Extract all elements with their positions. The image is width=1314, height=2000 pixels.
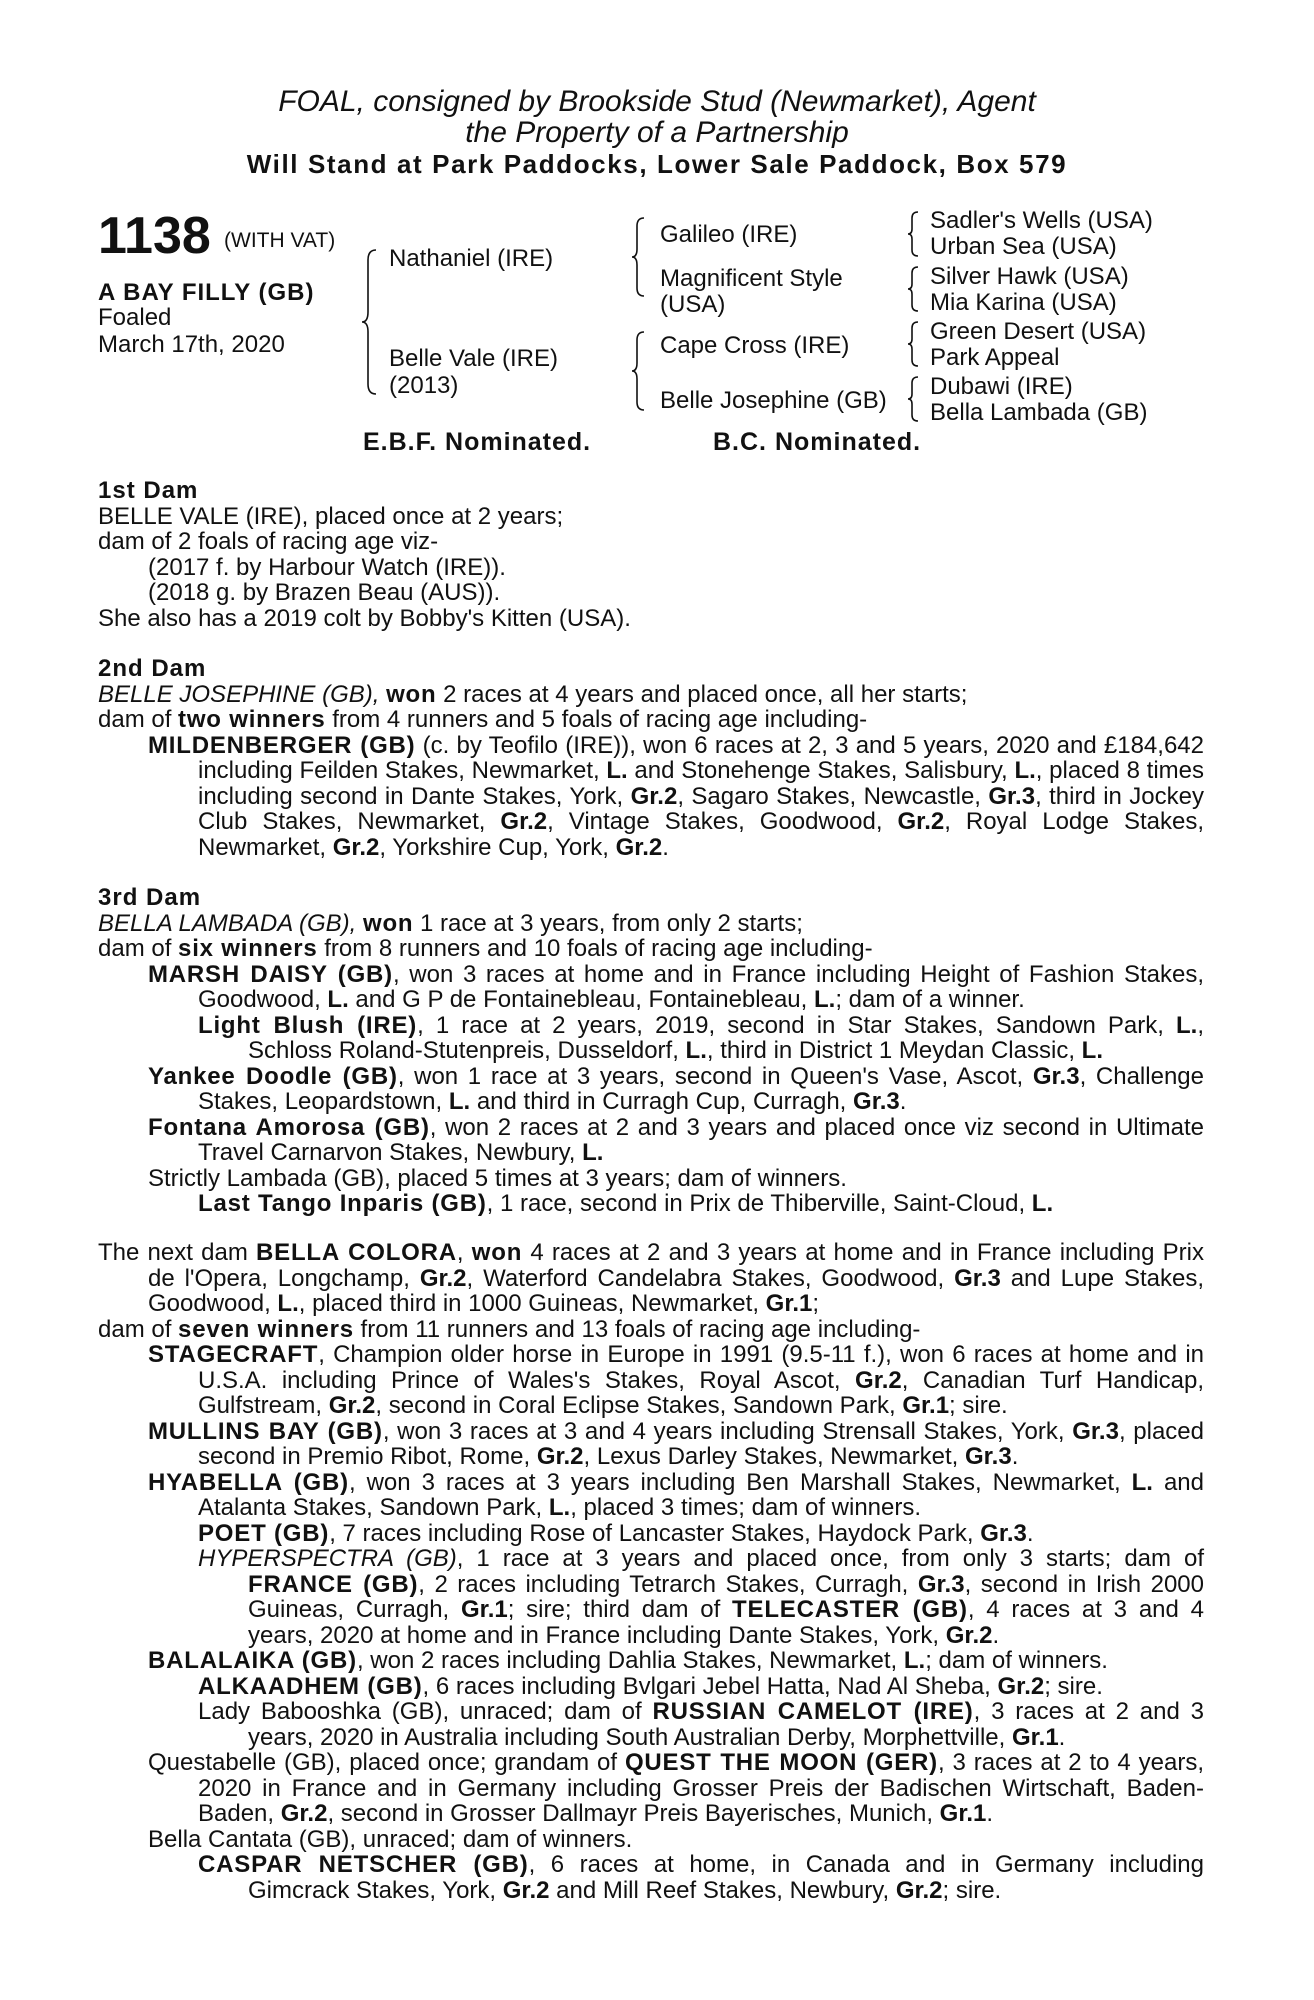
- won-label: won: [386, 680, 437, 708]
- listed: L.: [1031, 1190, 1054, 1217]
- horse-name: ALKAADHEM (GB): [198, 1672, 423, 1700]
- produce-caspar-netscher: [98, 1852, 1204, 1903]
- sire-sire-sire: Sadler's Wells (USA): [930, 207, 1153, 234]
- second-dam-heading: 2nd Dam: [98, 655, 207, 682]
- text: , second in Grosser Dallmayr Preis Bayerisches, Munich,: [327, 1800, 940, 1827]
- brace-gen3-1: [906, 210, 922, 258]
- horse-name: Yankee Doodle (GB): [148, 1062, 398, 1090]
- text: .: [1026, 1519, 1034, 1547]
- brace-gen1: [360, 248, 380, 396]
- winners-count: six winners: [178, 935, 318, 962]
- second-dam-name: BELLE JOSEPHINE (GB),: [98, 680, 380, 708]
- text: , 1 race, second in Prix de Thiberville, Saint-Cloud,: [486, 1190, 1032, 1217]
- text: .: [899, 1088, 907, 1115]
- text: , 1 race at 3 years and placed once, from only 3 starts; dam of: [456, 1545, 1204, 1572]
- first-dam-foals: dam of 2 foals of racing age viz-: [98, 528, 439, 555]
- text: , 2 races including Tetrarch Stakes, Curragh,: [418, 1570, 918, 1598]
- text: , third in District 1 Meydan Classic,: [706, 1037, 1082, 1064]
- listed: L.: [685, 1037, 707, 1064]
- text: and third in Curragh Cup, Curragh,: [470, 1088, 854, 1115]
- grade: Gr.3: [964, 1443, 1012, 1470]
- text: , won 2 races including Dahlia Stakes, Newmarket,: [356, 1647, 904, 1674]
- text: , Royal Lodge Stakes, Newmarket,: [198, 808, 1204, 861]
- next-dam-section: [98, 1240, 1204, 1903]
- text: .: [992, 1621, 1000, 1649]
- grade: Gr.2: [630, 782, 678, 810]
- text: , won 3 races at 3 and 4 years including Strensall Stakes, York,: [382, 1417, 1073, 1445]
- horse-name: A BAY FILLY (GB): [98, 279, 315, 306]
- produce-alkaadhem: [98, 1674, 1204, 1700]
- horse-name: HYPERSPECTRA (GB): [198, 1545, 457, 1572]
- listed: L.: [606, 757, 628, 784]
- horse-name: MARSH DAISY (GB): [148, 960, 393, 988]
- grade: Gr.1: [1011, 1723, 1059, 1751]
- next-dam-name: BELLA COLORA: [256, 1239, 457, 1266]
- text: , 1 race at 2 years, 2019, second in Star Stakes, Sandown Park,: [417, 1011, 1176, 1039]
- grade: Gr.1: [765, 1290, 813, 1317]
- grade: Gr.2: [328, 1392, 376, 1419]
- first-dam-line: BELLE VALE (IRE), placed once at 2 years;: [98, 502, 564, 530]
- text: , Lexus Darley Stakes, Newmarket,: [583, 1443, 965, 1470]
- produce-light-blush: [98, 1013, 1204, 1064]
- grade: Gr.2: [895, 1876, 943, 1904]
- produce-strictly-lambada: Strictly Lambada (GB), placed 5 times at 3 years; dam of winners.: [148, 1164, 847, 1192]
- text: and G P de Fontainebleau, Fontainebleau,: [348, 986, 814, 1013]
- listed: L.: [448, 1088, 471, 1115]
- dam-sire: Cape Cross (IRE): [660, 332, 850, 359]
- produce-marsh-daisy: [98, 962, 1204, 1013]
- text: .: [1058, 1723, 1066, 1751]
- dam-year: (2013): [389, 372, 459, 399]
- text: , Challenge Stakes, Leopardstown,: [198, 1062, 1204, 1115]
- text: .: [1011, 1443, 1019, 1470]
- sire-dam-country: (USA): [660, 291, 726, 318]
- vat-label: (WITH VAT): [224, 229, 336, 252]
- text: , 4 races at 3 and 4 years, 2020 at home and in France including Dante Stakes, York,: [248, 1596, 1204, 1649]
- text: ; sire; third dam of: [507, 1596, 733, 1623]
- produce-bella-cantata: Bella Cantata (GB), unraced; dam of winners.: [148, 1825, 633, 1853]
- produce-poet: [98, 1521, 1204, 1547]
- grade: Gr.1: [939, 1800, 987, 1827]
- text: , Champion older horse in Europe in 1991 (9.5-11 f.), won 6 races at home and in U.S.A. including Prince of Wales's Stakes, Royal Ascot,: [198, 1341, 1204, 1394]
- won-label: won: [471, 1239, 523, 1266]
- text: Questabelle (GB), placed once; grandam of: [148, 1749, 625, 1776]
- grade: Gr.2: [500, 808, 548, 835]
- text: , placed 3 times; dam of winners.: [570, 1494, 922, 1521]
- text: , won 1 race at 3 years, second in Queen's Vase, Ascot,: [397, 1062, 1033, 1090]
- horse-name: RUSSIAN CAMELOT (IRE): [652, 1698, 974, 1725]
- produce-last-tango-inparis: [98, 1191, 1204, 1217]
- text: 4 races at 2 and 3 years at home and in France including Prix de l'Opera, Longchamp,: [148, 1239, 1204, 1292]
- brace-gen3-3: [906, 320, 922, 368]
- listed: L.: [1014, 757, 1036, 784]
- next-dam-line: [98, 1240, 1204, 1317]
- text: and Stonehenge Stakes, Salisbury,: [627, 757, 1015, 784]
- winners-count: two winners: [178, 706, 326, 733]
- brace-gen2-sire: [630, 216, 648, 298]
- bc-nomination: B.C. Nominated.: [713, 428, 922, 456]
- property-line: the Property of a Partnership: [465, 116, 849, 149]
- produce-yankee-doodle: [98, 1064, 1204, 1115]
- text: dam of: [98, 706, 179, 733]
- second-dam-record: 2 races at 4 years and placed once, all her starts;: [436, 680, 968, 708]
- text: ; dam of winners.: [925, 1647, 1108, 1674]
- grade: Gr.2: [615, 833, 663, 861]
- produce-hyperspectra: [98, 1546, 1204, 1648]
- second-dam-section: [98, 656, 1204, 860]
- text: , 6 races including Bvlgari Jebel Hatta, Nad Al Sheba,: [422, 1672, 998, 1700]
- grade: Gr.3: [1072, 1417, 1119, 1445]
- sire-dam: Magnificent Style: [660, 265, 843, 292]
- horse-name: Light Blush (IRE): [198, 1011, 418, 1039]
- horse-name: FRANCE (GB): [248, 1570, 419, 1598]
- lot-number: 1138: [98, 207, 211, 265]
- listed: L.: [327, 986, 349, 1013]
- first-dam-heading: 1st Dam: [98, 477, 199, 504]
- text: ; dam of a winner.: [835, 986, 1025, 1013]
- horse-name: QUEST THE MOON (GER): [624, 1749, 938, 1776]
- foal-2018: (2018 g. by Brazen Beau (AUS)).: [148, 579, 501, 606]
- text: , Vintage Stakes, Goodwood,: [547, 808, 898, 835]
- grade: Gr.1: [461, 1596, 508, 1623]
- listed: L.: [277, 1290, 299, 1317]
- second-dam-produce: [98, 707, 1204, 733]
- produce-fontana-amorosa: [98, 1115, 1204, 1166]
- grade: Gr.2: [897, 808, 945, 835]
- grade: Gr.3: [917, 1570, 965, 1598]
- produce-questabelle: [98, 1750, 1204, 1827]
- text: , placed 8 times including second in Dante Stakes, York,: [198, 757, 1204, 810]
- grade: Gr.3: [980, 1519, 1027, 1547]
- text: ,: [456, 1239, 472, 1266]
- produce-lady-babooshka: [98, 1699, 1204, 1750]
- horse-name: MULLINS BAY (GB): [148, 1417, 383, 1445]
- grade: Gr.2: [332, 833, 380, 861]
- dam-sire-sire: Green Desert (USA): [930, 318, 1147, 345]
- grade: Gr.2: [536, 1443, 584, 1470]
- produce-stagecraft: [98, 1342, 1204, 1419]
- text: , 6 races at home, in Canada and in Germany including Gimcrack Stakes, York,: [248, 1851, 1204, 1904]
- foal-2017: (2017 f. by Harbour Watch (IRE)).: [148, 553, 506, 581]
- produce-mildenberger: [98, 733, 1204, 861]
- grade: Gr.3: [853, 1088, 900, 1115]
- text: ; sire.: [942, 1876, 1002, 1904]
- text: ; sire.: [1044, 1672, 1103, 1700]
- horse-name: MILDENBERGER (GB): [148, 731, 416, 759]
- first-dam-section: [98, 478, 1204, 631]
- third-dam-name: BELLA LAMBADA (GB),: [98, 909, 357, 937]
- listed: L.: [548, 1494, 571, 1521]
- horse-name: Last Tango Inparis (GB): [198, 1190, 487, 1217]
- horse-name: Fontana Amorosa (GB): [148, 1113, 430, 1141]
- dam: Belle Vale (IRE): [389, 345, 558, 372]
- listed: L.: [1081, 1037, 1103, 1064]
- text: from 4 runners and 5 foals of racing age including-: [325, 706, 868, 733]
- produce-mullins-bay: [98, 1419, 1204, 1470]
- text: , 3 races at 2 and 3 years, 2020 in Australia including South Australian Derby, Morphettville,: [248, 1698, 1204, 1751]
- text: .: [662, 833, 669, 861]
- text: , Sagaro Stakes, Newcastle,: [677, 782, 989, 810]
- horse-name: HYABELLA (GB): [148, 1468, 349, 1496]
- dam-dam-dam: Bella Lambada (GB): [930, 399, 1148, 426]
- grade: Gr.2: [855, 1366, 902, 1394]
- listed: L.: [903, 1647, 926, 1674]
- sire-dam-dam: Mia Karina (USA): [930, 289, 1117, 316]
- grade: Gr.2: [945, 1621, 993, 1649]
- third-dam-record: 1 race at 3 years, from only 2 starts;: [413, 909, 803, 937]
- next-dam-produce: [98, 1317, 1204, 1343]
- text: from 11 runners and 13 foals of racing age including-: [353, 1315, 921, 1343]
- grade: Gr.1: [902, 1392, 950, 1419]
- sire: Nathaniel (IRE): [389, 245, 554, 272]
- winners-count: seven winners: [178, 1315, 354, 1343]
- text: , second in Coral Eclipse Stakes, Sandown Park,: [375, 1392, 903, 1419]
- text: , Waterford Candelabra Stakes, Goodwood,: [466, 1264, 955, 1292]
- foaled-date: March 17th, 2020: [98, 331, 285, 358]
- text: (c. by Teofilo (IRE)), won 6 races at 2, 3 and 5 years, 2020 and £184,642 including Feilden Stakes, Newmarket,: [198, 731, 1204, 784]
- text: , placed third in 1000 Guineas, Newmarket,: [298, 1290, 766, 1317]
- text: , Canadian Turf Handicap, Gulfstream,: [198, 1366, 1204, 1419]
- text: , Yorkshire Cup, York,: [379, 833, 616, 861]
- horse-name: POET (GB): [198, 1519, 330, 1547]
- listed: L.: [1131, 1468, 1153, 1496]
- won-label: won: [362, 909, 414, 937]
- horse-name: BALALAIKA (GB): [148, 1647, 357, 1674]
- text: , won 3 races at 3 years including Ben Marshall Stakes, Newmarket,: [348, 1468, 1132, 1496]
- text: Lady Babooshka (GB), unraced; dam of: [198, 1698, 653, 1725]
- foal-2019-note: She also has a 2019 colt by Bobby's Kitten (USA).: [98, 604, 631, 632]
- text: , won 3 races at home and in France including Height of Fashion Stakes, Goodwood,: [198, 960, 1204, 1013]
- grade: Gr.2: [997, 1672, 1045, 1700]
- text: and Mill Reef Stakes, Newbury,: [549, 1876, 896, 1904]
- brace-gen3-4: [906, 375, 922, 423]
- third-dam-section: [98, 885, 1204, 1217]
- text: , won 2 races at 2 and 3 years and placed once viz second in Ultimate Travel Carnarvon Stakes, Newbury,: [198, 1113, 1204, 1166]
- text: and Lupe Stakes, Goodwood,: [148, 1264, 1204, 1317]
- text: , third in Jockey Club Stakes, Newmarket,: [198, 782, 1204, 835]
- grade: Gr.3: [1032, 1062, 1080, 1090]
- brace-gen3-2: [906, 265, 922, 313]
- listed: L.: [813, 986, 836, 1013]
- text: .: [986, 1800, 994, 1827]
- text: ;: [812, 1290, 820, 1317]
- horse-name: STAGECRAFT: [148, 1341, 319, 1368]
- produce-hyabella: [98, 1470, 1204, 1521]
- stabling-line: Will Stand at Park Paddocks, Lower Sale Paddock, Box 579: [246, 149, 1068, 179]
- grade: Gr.2: [280, 1800, 328, 1827]
- text: and Atalanta Stakes, Sandown Park,: [198, 1468, 1204, 1521]
- text: dam of: [98, 935, 179, 962]
- dam-sire-dam: Park Appeal: [930, 344, 1060, 371]
- text: The next dam: [98, 1239, 257, 1266]
- horse-name: CASPAR NETSCHER (GB): [198, 1851, 529, 1878]
- text: ; sire.: [949, 1392, 1008, 1419]
- listed: L.: [582, 1139, 604, 1166]
- grade: Gr.3: [954, 1264, 1001, 1292]
- text: , second in Irish 2000 Guineas, Curragh,: [248, 1570, 1205, 1623]
- third-dam-produce: [98, 936, 1204, 962]
- third-dam-line: [98, 911, 1204, 937]
- horse-name: TELECASTER (GB): [732, 1596, 968, 1623]
- text: , placed second in Premio Ribot, Rome,: [198, 1417, 1204, 1470]
- grade: Gr.2: [502, 1876, 550, 1904]
- text: , Schloss Roland-Stutenpreis, Dusseldorf,: [248, 1011, 1204, 1064]
- second-dam-line: [98, 682, 1204, 708]
- dam-dam: Belle Josephine (GB): [660, 387, 887, 414]
- grade: Gr.3: [988, 782, 1036, 810]
- sire-dam-sire: Silver Hawk (USA): [930, 263, 1129, 290]
- produce-balalaika: [98, 1648, 1204, 1674]
- text: dam of: [98, 1315, 179, 1343]
- grade: Gr.2: [419, 1264, 467, 1292]
- sire-sire: Galileo (IRE): [660, 221, 798, 248]
- consignor-line: FOAL, consigned by Brookside Stud (Newmarket), Agent: [278, 85, 1036, 118]
- text: , 7 races including Rose of Lancaster Stakes, Haydock Park,: [329, 1519, 981, 1547]
- sire-sire-dam: Urban Sea (USA): [930, 233, 1117, 260]
- text: , 3 races at 2 to 4 years, 2020 in France and in Germany including Grosser Preis der Badischen Wirtschaft, Baden-Baden,: [198, 1749, 1205, 1827]
- listed: L.: [1176, 1011, 1198, 1039]
- dam-dam-sire: Dubawi (IRE): [930, 373, 1073, 400]
- foaled-label: Foaled: [98, 304, 172, 331]
- text: from 8 runners and 10 foals of racing age including-: [317, 935, 873, 962]
- brace-gen2-dam: [630, 330, 648, 412]
- third-dam-heading: 3rd Dam: [98, 884, 202, 911]
- ebf-nomination: E.B.F. Nominated.: [363, 428, 592, 456]
